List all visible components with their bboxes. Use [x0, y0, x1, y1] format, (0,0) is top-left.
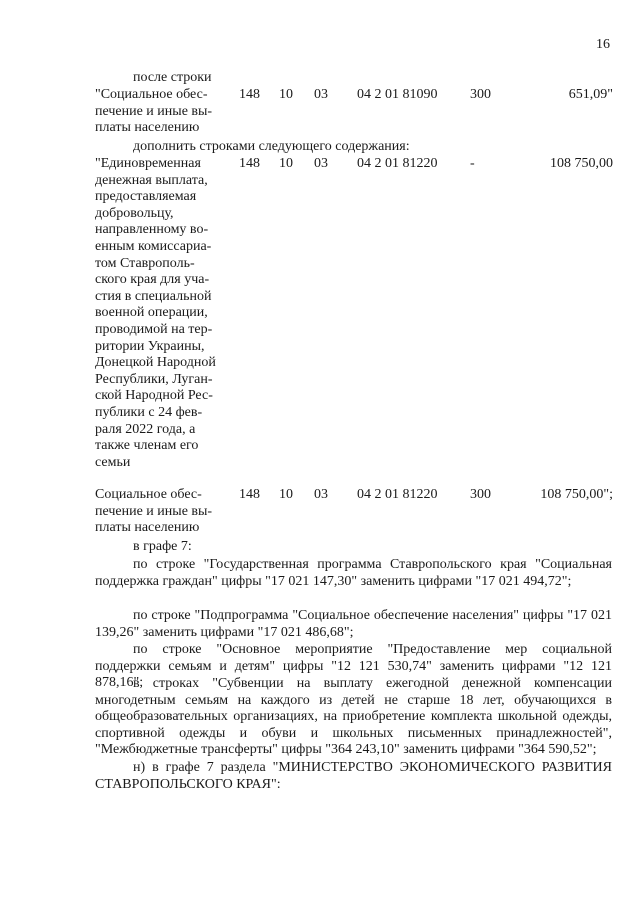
amendment-paragraph: по строке "Основное мероприятие "Предоставление мер социальной поддержки семьям и детям" цифры "12 121 530,74" заменить цифрами "12 121 878,16"; — [95, 642, 612, 690]
amendment-paragraph: по строке "Подпрограмма "Социальное обеспечение населения" цифры "17 021 139,26" заменить цифрами "17 021 486,68"; — [95, 608, 612, 640]
amendment-paragraph: н) в графе 7 раздела "МИНИСТЕРСТВО ЭКОНОМИЧЕСКОГО РАЗВИТИЯ СТАВРОПОЛЬСКОГО КРАЯ": — [95, 760, 612, 792]
row-description: "Единовременная денежная выплата, предоставляемая добровольцу, направленному во- енным комиссариа- том Ставрополь- ского края для уча- стия в специальной военной операции, проводимой на тер- ритории Украины, Донецкой Народной Республики, Луган- ской Народной Рес- публики с 24 фев- раля 2022 года, а также членам его семьи — [95, 156, 216, 470]
row-code-expense-type: - — [470, 156, 475, 171]
amendment-paragraph: в строках "Субвенции на выплату ежегодной денежной компенсации многодетным семьям на каждого из детей не старше 18 лет, обучающихся в общеобразовательных организациях, на приобретение комплекта школьной одежды, спортивной одежды и обуви и школьных письменных принадлежностей", "Межбюджетные трансферты" цифры "364 243,10" заменить цифрами "364 590,52"; — [95, 676, 612, 757]
row-amount: 108 750,00 — [550, 156, 613, 171]
row-code-expense-type: 300 — [470, 87, 491, 102]
row-code-target: 04 2 01 81220 — [357, 487, 438, 502]
row-code-section: 10 — [279, 87, 293, 102]
row-code-subsection: 03 — [314, 87, 328, 102]
row-code-subsection: 03 — [314, 156, 328, 171]
row-amount: 108 750,00"; — [540, 487, 613, 502]
row-code-section: 10 — [279, 487, 293, 502]
row-code-ministry: 148 — [239, 87, 260, 102]
row-code-subsection: 03 — [314, 487, 328, 502]
amendment-paragraph: по строке "Государственная программа Ставропольского края "Социальная поддержка граждан" цифры "17 021 147,30" заменить цифрами "17 021 494,72"; — [95, 557, 612, 589]
intro-add-lines: дополнить строками следующего содержания: — [133, 139, 410, 154]
row-code-target: 04 2 01 81220 — [357, 156, 438, 171]
row-code-section: 10 — [279, 156, 293, 171]
intro-after-line: после строки — [133, 70, 212, 85]
row-code-target: 04 2 01 81090 — [357, 87, 438, 102]
row-description: Социальное обес- печение и иные вы- платы населению — [95, 487, 213, 536]
row-code-ministry: 148 — [239, 487, 260, 502]
row-description: "Социальное обес- печение и иные вы- платы населению — [95, 87, 213, 136]
intro-graph-7: в графе 7: — [133, 539, 192, 554]
row-amount: 651,09" — [568, 87, 613, 102]
row-code-expense-type: 300 — [470, 487, 491, 502]
page-number: 16 — [596, 37, 610, 52]
row-code-ministry: 148 — [239, 156, 260, 171]
